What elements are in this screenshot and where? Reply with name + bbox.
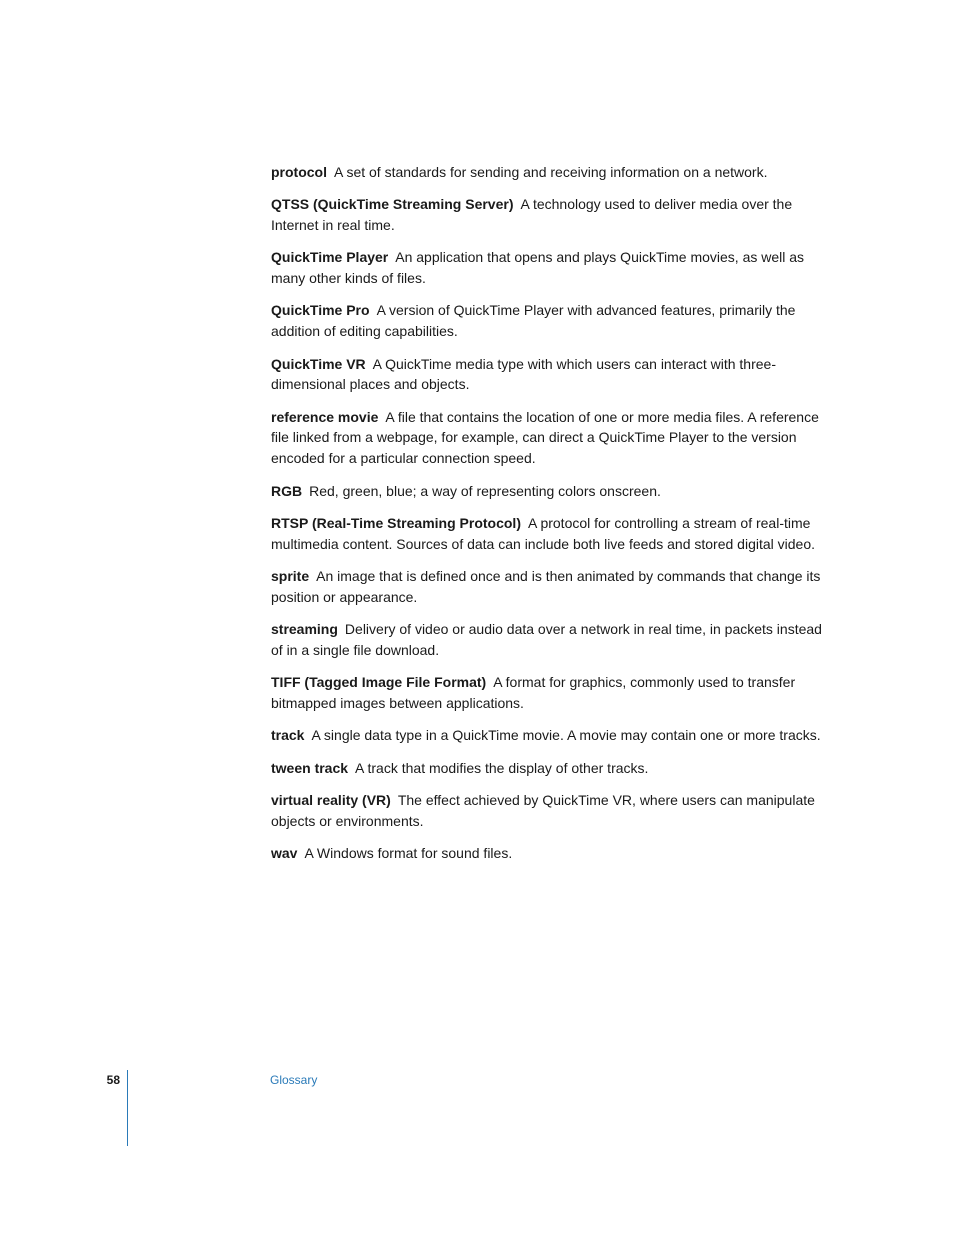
glossary-definition: A protocol for controlling a stream of real-time multimedia content. Sources of data can include both live feeds and stored digital video. — [271, 514, 815, 552]
glossary-entry-reference-movie — [271, 407, 823, 469]
glossary-entry-tiff — [271, 672, 823, 714]
glossary-entry-rgb — [271, 481, 823, 502]
glossary-term: wav — [271, 844, 298, 861]
glossary-definition: A version of QuickTime Player with advanced features, primarily the addition of editing capabilities. — [271, 302, 796, 340]
glossary-term: streaming — [271, 621, 338, 638]
glossary-entry-track — [271, 725, 823, 746]
glossary-definition: An image that is defined once and is then animated by commands that change its position or appearance. — [271, 567, 821, 605]
glossary-definition: Delivery of video or audio data over a network in real time, in packets instead of in a single file download. — [271, 621, 822, 658]
glossary-definition: A QuickTime media type with which users can interact with three-dimensional places and objects. — [271, 355, 776, 393]
glossary-term: tween track — [271, 759, 349, 776]
glossary-term: virtual reality (VR) — [271, 791, 391, 808]
glossary-entry-streaming — [271, 619, 823, 661]
glossary-definition: The effect achieved by QuickTime VR, where users can manipulate objects or environments. — [271, 791, 815, 829]
glossary-term: track — [271, 727, 305, 744]
glossary-term: QuickTime Player — [271, 249, 389, 266]
glossary-entry-rtsp — [271, 513, 823, 555]
glossary-entry-sprite — [271, 566, 823, 608]
glossary-definition: A Windows format for sound files. — [304, 844, 513, 861]
glossary-term: RTSP (Real-Time Streaming Protocol) — [271, 514, 521, 531]
glossary-term: RGB — [271, 482, 303, 499]
glossary-entry-quicktime-player — [271, 247, 823, 289]
glossary-entry-wav — [271, 843, 823, 864]
glossary-definition: A technology used to deliver media over the Internet in real time. — [271, 196, 793, 234]
glossary-term: sprite — [271, 567, 310, 584]
glossary-definition: A format for graphics, commonly used to transfer bitmapped images between applications. — [271, 674, 796, 711]
glossary-entry-tween-track — [271, 758, 823, 779]
glossary-definition: Red, green, blue; a way of representing colors onscreen. — [309, 482, 661, 499]
glossary-term: TIFF (Tagged Image File Format) — [271, 674, 487, 691]
glossary-entry-qtss — [271, 194, 823, 236]
glossary-list — [271, 162, 823, 875]
glossary-term: QuickTime Pro — [271, 302, 370, 319]
glossary-entry-protocol — [271, 162, 823, 183]
glossary-entry-quicktime-vr — [271, 354, 823, 396]
glossary-definition: A file that contains the location of one or more media files. A reference file linked from a webpage, for example, can direct a QuickTime Player to the version encoded for a particular connection speed. — [271, 408, 819, 467]
footer-section-label: Glossary — [270, 1073, 318, 1087]
glossary-term: protocol — [271, 164, 327, 180]
glossary-term: reference movie — [271, 408, 379, 425]
footer-divider — [127, 1070, 128, 1146]
glossary-definition: An application that opens and plays QuickTime movies, as well as many other kinds of files. — [271, 249, 805, 287]
page-number: 58 — [106, 1073, 120, 1087]
glossary-entry-virtual-reality — [271, 790, 823, 832]
glossary-entry-quicktime-pro — [271, 300, 823, 342]
glossary-definition: A track that modifies the display of other tracks. — [355, 759, 649, 776]
glossary-term: QuickTime VR — [271, 355, 366, 372]
glossary-term: QTSS (QuickTime Streaming Server) — [271, 196, 514, 213]
glossary-definition: A set of standards for sending and receiving information on a network. — [334, 164, 768, 180]
glossary-definition: A single data type in a QuickTime movie. A movie may contain one or more tracks. — [311, 727, 821, 744]
